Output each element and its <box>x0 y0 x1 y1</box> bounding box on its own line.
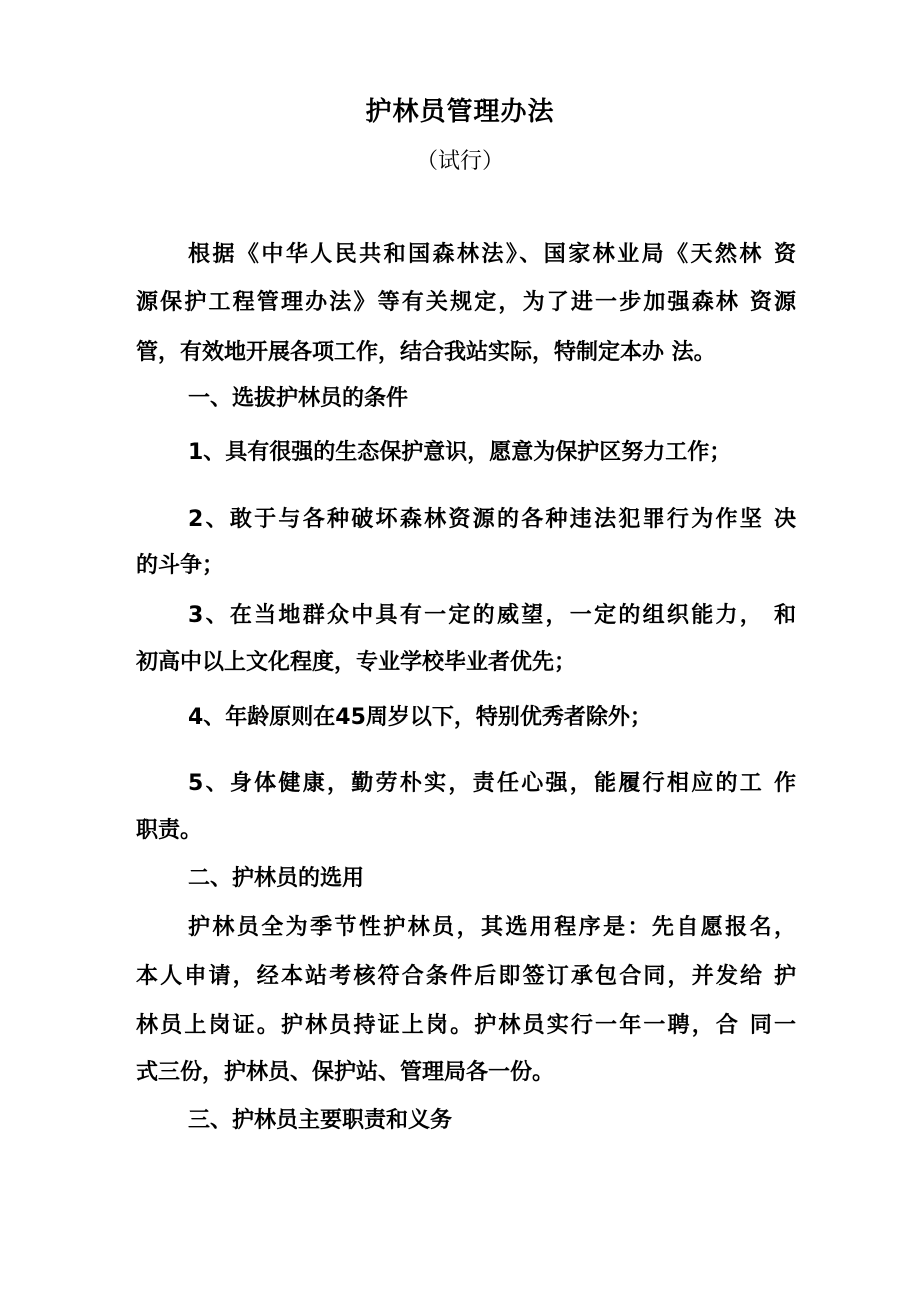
section-heading-1: 一、选拔护林员的条件 <box>188 386 409 411</box>
paragraph-selection-line-1: 护林员全为季节性护林员，其选用程序是：先自愿报名， <box>188 915 796 940</box>
list-item-3-line-1: 3、在当地群众中具有一定的威望，一定的组织能力， 和 <box>188 603 796 628</box>
list-item-2-line-1: 2、敢于与各种破坏森林资源的各种违法犯罪行为作坚 决 <box>188 507 796 532</box>
paragraph-selection-line-3: 林员上岗证。护林员持证上岗。护林员实行一年一聘，合 同一 <box>136 1013 796 1038</box>
list-item-5-line-1: 5、身体健康，勤劳朴实，责任心强，能履行相应的工 作 <box>188 771 796 796</box>
list-item-1: 1、具有很强的生态保护意识，愿意为保护区努力工作； <box>188 440 732 465</box>
document-title: 护林员管理办法 <box>365 97 555 127</box>
section-heading-2: 二、护林员的选用 <box>188 866 365 891</box>
paragraph-intro-line-2: 源保护工程管理办法》等有关规定，为了进一步加强森林 资源 <box>136 290 796 315</box>
paragraph-selection-line-2: 本人申请，经本站考核符合条件后即签订承包合同，并发给 护 <box>136 964 796 989</box>
list-item-3-line-2: 初高中以上文化程度，专业学校毕业者优先； <box>136 650 577 675</box>
section-heading-3: 三、护林员主要职责和义务 <box>188 1108 453 1133</box>
paragraph-intro-line-3: 管，有效地开展各项工作，结合我站实际，特制定本办 法。 <box>136 340 716 365</box>
list-item-2-line-2: 的斗争； <box>136 553 225 578</box>
paragraph-intro-line-1: 根据《中华人民共和国森林法》、国家林业局《天然林 资 <box>188 242 796 267</box>
document-subtitle: （试行） <box>415 149 504 174</box>
paragraph-selection-line-4: 式三份，护林员、保护站、管理局各一份。 <box>136 1060 555 1085</box>
list-item-5-line-2: 职责。 <box>136 818 203 843</box>
list-item-4: 4、年龄原则在45周岁以下，特别优秀者除外； <box>188 705 652 730</box>
